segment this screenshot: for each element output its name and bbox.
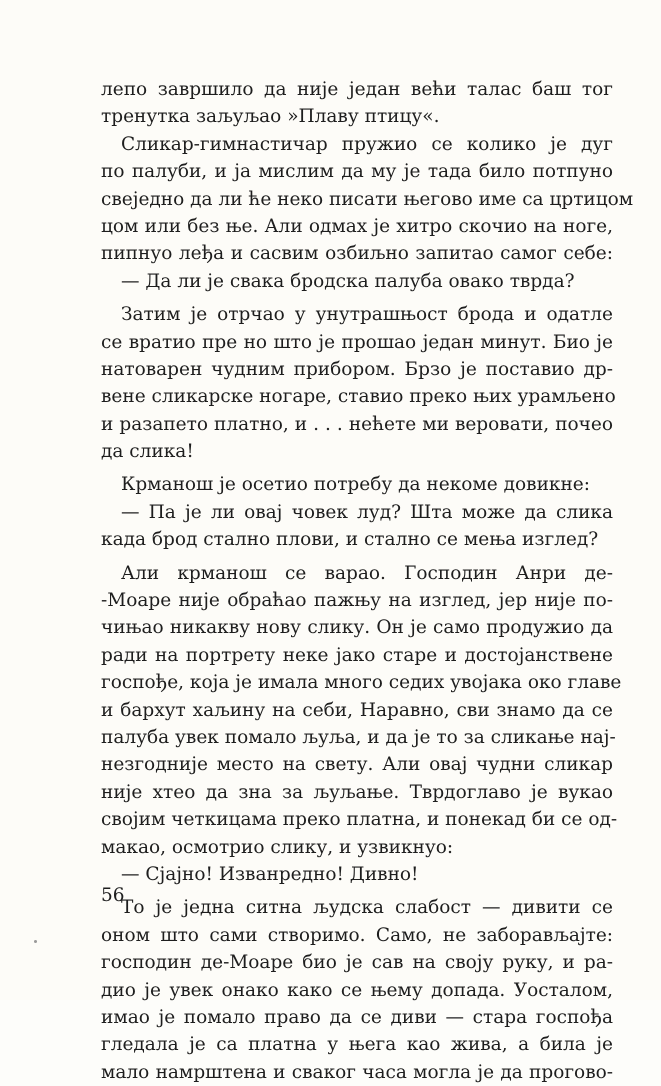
text-line: — Па је ли овај човек луд? Шта може да слика xyxy=(121,501,613,523)
text-line: ради на портрету неке јако старе и достојанствене xyxy=(101,644,613,666)
text-line: пипнуо леђа и сасвим озбиљно запитао самог себе: xyxy=(101,243,613,265)
text-line: дио је увек онако како се њему допада. Уосталом, xyxy=(101,979,613,1001)
text-line: и бархут хаљину на себи, Наравно, сви знамо да се xyxy=(101,699,613,721)
text-line: госпође, која је имала много седих увојака око главе xyxy=(101,672,622,694)
body-text xyxy=(101,76,634,1086)
text-line: оном што сами створимо. Само, не заборављајте: xyxy=(101,924,613,946)
text-line: и разапето платно, и . . . нећете ми веровати, почео xyxy=(101,413,613,435)
text-line: Сликар-гимнастичар пружио се колико је дуг xyxy=(121,133,613,155)
text-line: се вратио пре но што је прошао један минут. Био је xyxy=(101,331,613,353)
text-line: Крманош је осетио потребу да некоме довикне: xyxy=(121,474,590,496)
text-line: када брод стално плови, и стално се мења изглед? xyxy=(101,529,599,551)
text-line: није хтео да зна за љуљање. Тврдоглаво је вукао xyxy=(101,781,613,803)
text-line: тренутка заљуљао »Плаву птицу«. xyxy=(101,106,440,128)
text-line: по палуби, и ја мислим да му је тада било потпуно xyxy=(101,161,613,183)
text-line: натоварен чудним прибором. Брзо је поставио др- xyxy=(101,358,613,380)
text-line: да слика! xyxy=(101,441,194,463)
text-line: — Сјајно! Изванредно! Дивно! xyxy=(121,863,419,885)
text-line: чињао никакву нову слику. Он је само продужио да xyxy=(101,617,613,639)
text-line: лепо завршило да није један већи талас баш тог xyxy=(101,79,613,100)
text-line: свеједно да ли ће неко писати његово име са цртицом xyxy=(101,188,634,210)
page-number: 56 xyxy=(101,885,125,906)
text-line: — Да ли је свака бродска палуба овако тврда? xyxy=(121,270,575,292)
text-line: вене сликарске ногаре, ставио преко њих урамљено xyxy=(101,386,616,408)
paper-speck xyxy=(34,940,37,943)
text-line: незгодније место на свету. Али овај чудни сликар xyxy=(101,754,613,776)
text-line: То је једна ситна људска слабост — дивити се xyxy=(121,897,613,919)
text-line: имао је помало право да се диви — стара госпођа xyxy=(101,1006,613,1028)
text-line: -Моаре није обраћао пажњу на изглед, јер није по- xyxy=(101,590,613,612)
text-line: својим четкицама преко платна, и понекад би се од- xyxy=(101,809,618,831)
text-line: Затим је отрчао у унутрашњост брода и одатле xyxy=(121,304,613,326)
text-line: палуба увек помало љуља, и да је то за сликање нај- xyxy=(101,726,616,748)
text-line: господин де-Моаре био је сав на своју руку, и ра- xyxy=(101,952,613,974)
text-line: цом или без ње. Али одмах је хитро скочио на ноге, xyxy=(101,215,613,237)
text-line: макао, осмотрио слику, и узвикнуо: xyxy=(101,836,454,858)
text-line: Али крманош се варао. Господин Анри де- xyxy=(121,562,613,584)
text-line: гледала је са платна у њега као жива, а била је xyxy=(101,1034,613,1056)
text-line: мало намрштена и сваког часа могла је да прогово- xyxy=(101,1061,613,1083)
